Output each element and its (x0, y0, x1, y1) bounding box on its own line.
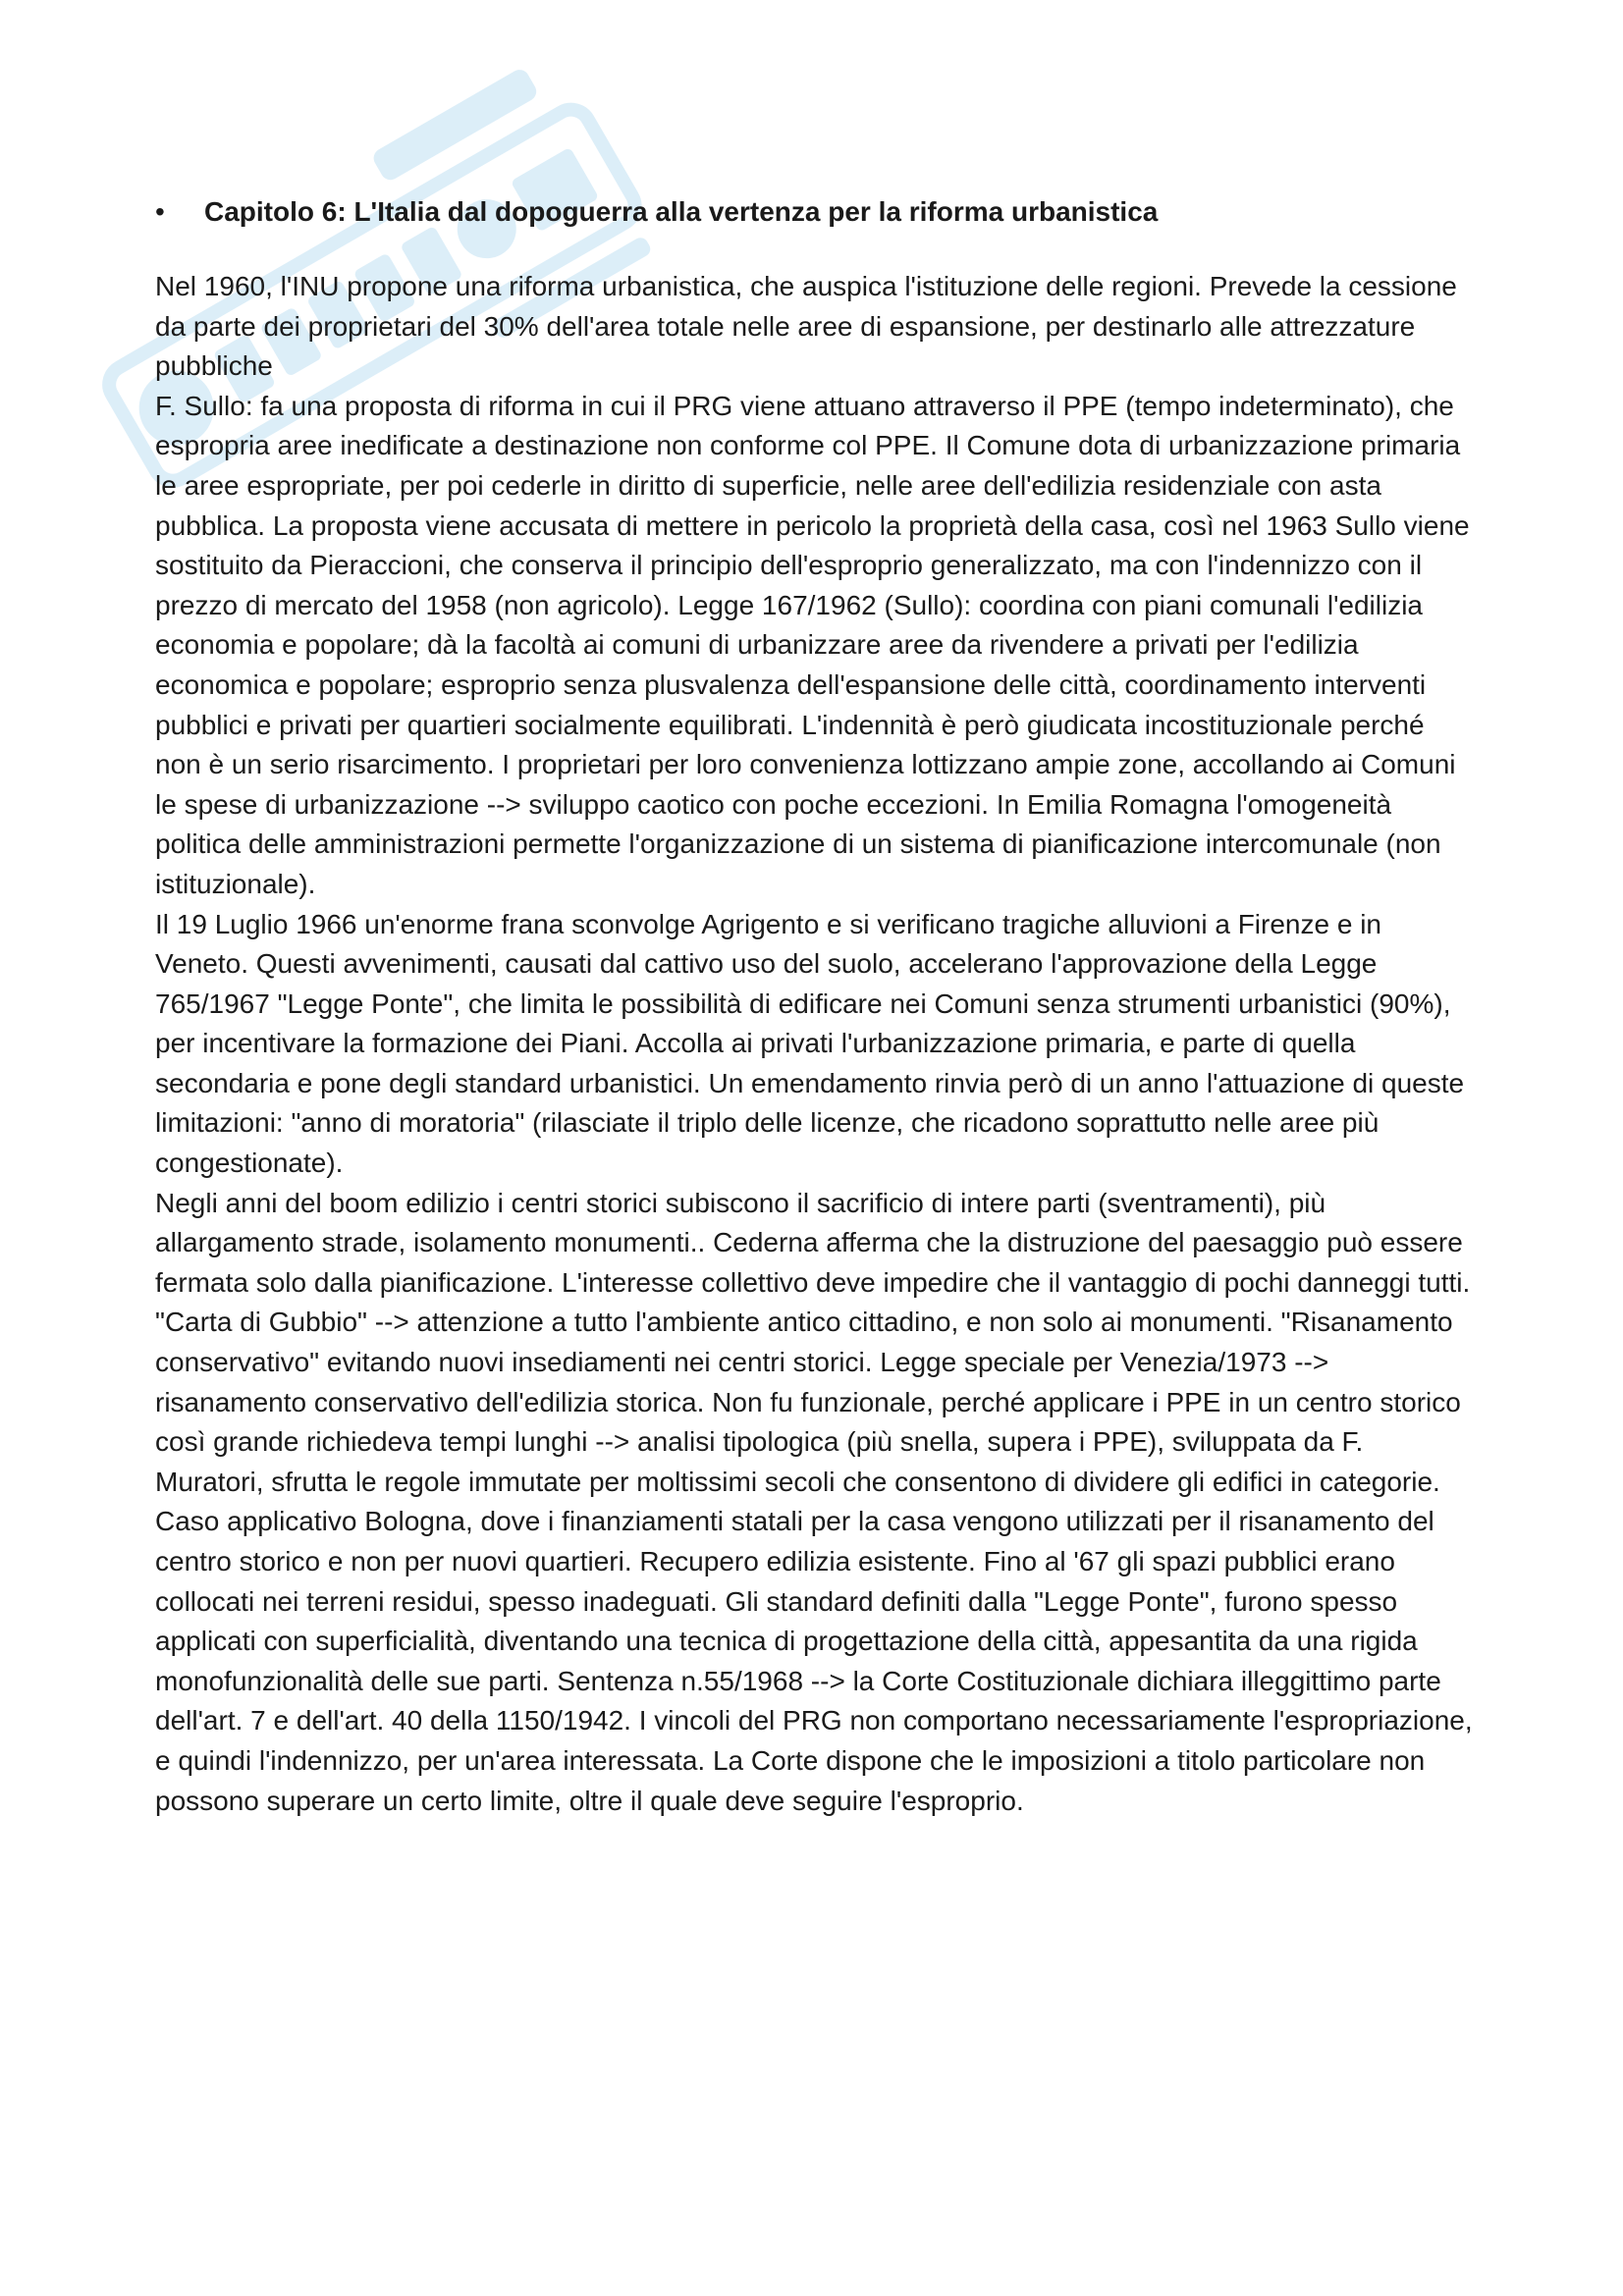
paragraph-2: F. Sullo: fa una proposta di riforma in cui il PRG viene attuano attraverso il PPE (tempo indeterminato), che espropria aree inedificate a destinazione non conforme col PPE. Il Comune dota di urbanizzazione primaria le aree espropriate, per poi cederle in diritto di superficie, nelle aree dell'edilizia residenziale con asta pubblica. La proposta viene accusata di mettere in pericolo la proprietà della casa, così nel 1963 Sullo viene sostituito da Pieraccioni, che conserva il principio dell'esproprio generalizzato, ma con l'indennizzo con il prezzo di mercato del 1958 (non agricolo). Legge 167/1962 (Sullo): coordina con piani comunali l'edilizia economia e popolare; dà la facoltà ai comuni di urbanizzare aree da rivendere a privati per l'edilizia economica e popolare; esproprio senza plusvalenza dell'espansione delle città, coordinamento interventi pubblici e privati per quartieri socialmente equilibrati. L'indennità è però giudicata incostituzionale perché non è un serio risarcimento. I proprietari per loro convenienza lottizzano ampie zone, accollando ai Comuni le spese di urbanizzazione --> sviluppo caotico con poche eccezioni. In Emilia Romagna l'omogeneità politica delle amministrazioni permette l'organizzazione di un sistema di pianificazione intercomunale (non istituzionale). (155, 390, 1470, 899)
paragraph-3: Il 19 Luglio 1966 un'enorme frana sconvolge Agrigento e si verificano tragiche alluvioni a Firenze e in Veneto. Questi avvenimenti, causati dal cattivo uso del suolo, accelerano l'approvazione della Legge 765/1967 "Legge Ponte", che limita le possibilità di edificare nei Comuni senza strumenti urbanistici (90%), per incentivare la formazione dei Piani. Accolla ai privati l'urbanizzazione primaria, e parte di quella secondaria e pone degli standard urbanistici. Un emendamento rinvia però di un anno l'attuazione di queste limitazioni: "anno di moratoria" (rilasciate il triplo delle licenze, che ricadono soprattutto nelle aree più congestionate). (155, 908, 1465, 1179)
paragraph-1: Nel 1960, l'INU propone una riforma urbanistica, che auspica l'istituzione delle regioni. Prevede la cessione da parte dei proprietari del 30% dell'area totale nelle aree di espansione, per destinarlo alle attrezzature pubbliche (155, 271, 1457, 382)
chapter-heading (155, 192, 1476, 232)
chapter-title: Capitolo 6: L'Italia dal dopoguerra alla vertenza per la riforma urbanistica (204, 196, 1159, 227)
paragraph-4: Negli anni del boom edilizio i centri storici subiscono il sacrificio di intere parti (sventramenti), più allargamento strade, isolamento monumenti.. Cederna afferma che la distruzione del paesaggio può essere fermata solo dalla pianificazione. L'interesse collettivo deve impedire che il vantaggio di pochi danneggi tutti. "Carta di Gubbio" --> attenzione a tutto l'ambiente antico cittadino, e non solo ai monumenti. "Risanamento conservativo" evitando nuovi insediamenti nei centri storici. Legge speciale per Venezia/1973 --> risanamento conservativo dell'edilizia storica. Non fu funzionale, perché applicare i PPE in un centro storico così grande richiedeva tempi lunghi --> analisi tipologica (più snella, supera i PPE), sviluppata da F. Muratori, sfrutta le regole immutate per moltissimi secoli che consentono di dividere gli edifici in categorie. Caso applicativo Bologna, dove i finanziamenti statali per la casa vengono utilizzati per il risanamento del centro storico e non per nuovi quartieri. Recupero edilizia esistente. Fino al '67 gli spazi pubblici erano collocati nei terreni residui, spesso inadeguati. Gli standard definiti dalla "Legge Ponte", furono spesso applicati con superficialità, diventando una tecnica di progettazione della città, appesantita da una rigida monofunzionalità delle sue parti. Sentenza n.55/1968 --> la Corte Costituzionale dichiara illeggittimo parte dell'art. 7 e dell'art. 40 della 1150/1942. I vincoli del PRG non comportano necessariamente l'espropriazione, e quindi l'indennizzo, per un'area interessata. La Corte dispone che le imposizioni a titolo particolare non possono superare un certo limite, oltre il quale deve seguire l'esproprio. (155, 1187, 1473, 1816)
bullet-marker: • (155, 196, 165, 227)
document-body (155, 192, 1476, 1821)
